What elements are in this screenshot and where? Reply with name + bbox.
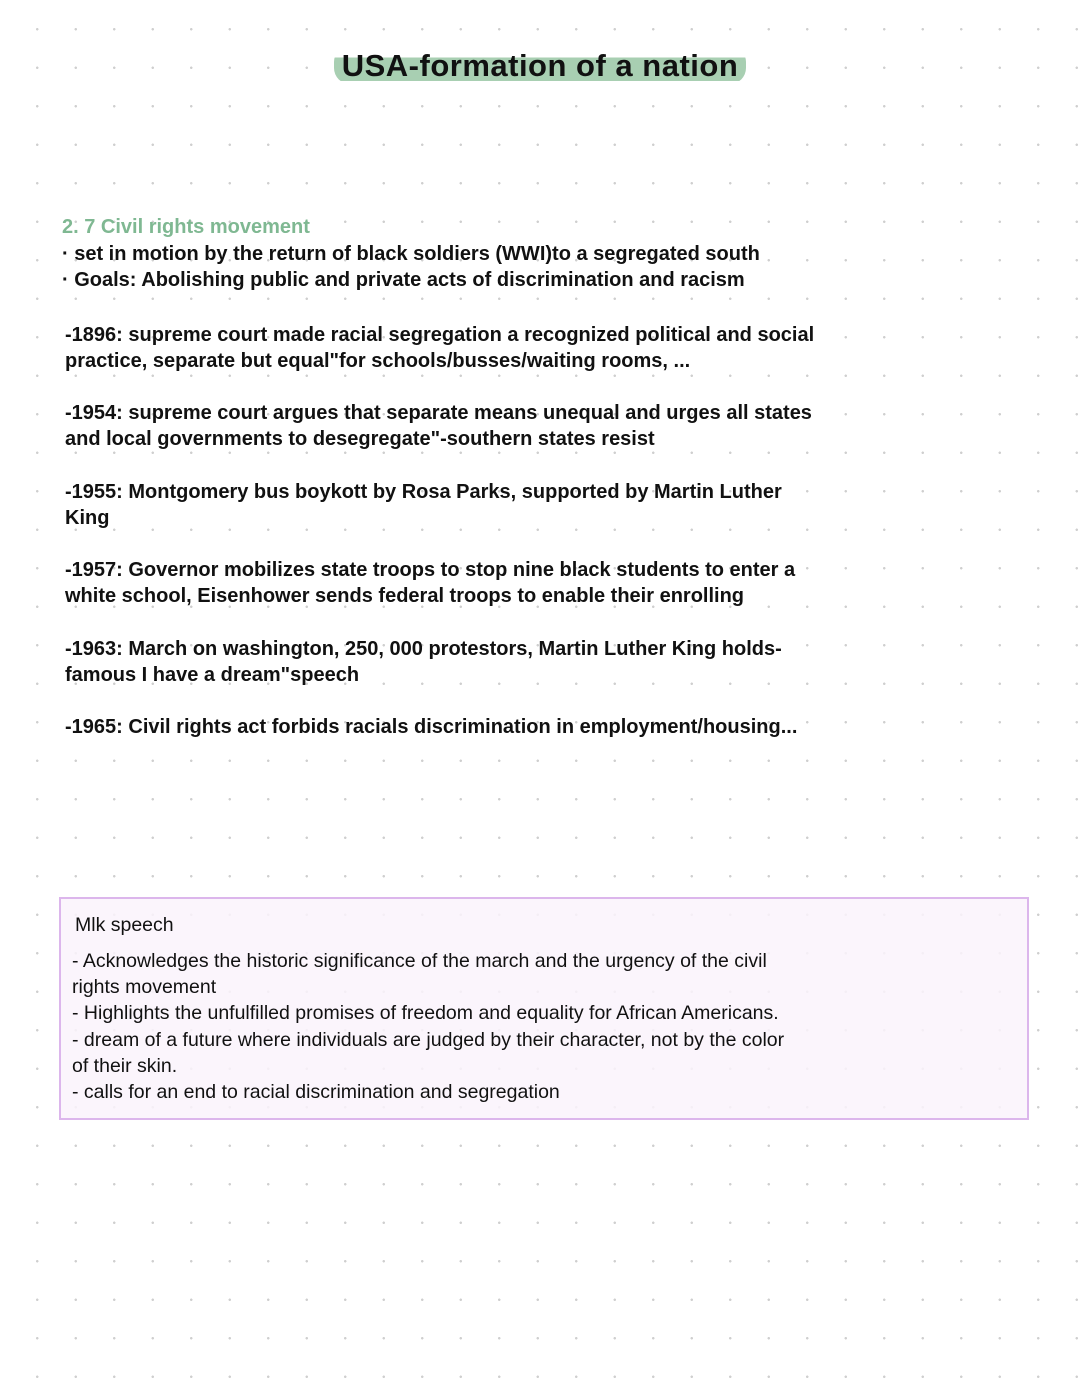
- event-1963-line1: -1963: March on washington, 250, 000 protestors, Martin Luther King holds-: [65, 638, 782, 660]
- bullet-item: · set in motion by the return of black soldiers (WWI)to a segregated south: [62, 243, 760, 265]
- mlk-box-line: of their skin.: [72, 1055, 178, 1077]
- event-1955-line2: King: [65, 507, 110, 529]
- event-1896-line2: practice, separate but equal"for schools/busses/waiting rooms, ...: [65, 350, 691, 372]
- mlk-box-line: - Acknowledges the historic significance of the march and the urgency of the civil: [72, 950, 767, 972]
- event-1896-line1: -1896: supreme court made racial segregation a recognized political and social: [65, 324, 815, 346]
- section-heading: 2. 7 Civil rights movement: [62, 216, 310, 238]
- bullet-item: · Goals: Abolishing public and private acts of discrimination and racism: [62, 269, 745, 291]
- event-1965-line1: -1965: Civil rights act forbids racials discrimination in employment/housing...: [65, 716, 798, 738]
- mlk-box-line: - dream of a future where individuals are judged by their character, not by the color: [72, 1029, 785, 1051]
- page-title: USA-formation of a nation: [334, 46, 747, 84]
- event-1954-line1: -1954: supreme court argues that separate means unequal and urges all states: [65, 402, 812, 424]
- mlk-box-line: - Highlights the unfulfilled promises of freedom and equality for African Americans.: [72, 1002, 779, 1024]
- event-1954-line2: and local governments to desegregate"-southern states resist: [65, 428, 655, 450]
- event-1957-line2: white school, Eisenhower sends federal troops to enable their enrolling: [65, 585, 745, 607]
- mlk-box-line: - calls for an end to racial discrimination and segregation: [72, 1081, 560, 1103]
- event-1963-line2: famous I have a dream"speech: [65, 664, 360, 686]
- mlk-box-heading: Mlk speech: [75, 914, 174, 936]
- event-1955-line1: -1955: Montgomery bus boykott by Rosa Parks, supported by Martin Luther: [65, 481, 782, 503]
- mlk-box-line: rights movement: [72, 976, 217, 998]
- event-1957-line1: -1957: Governor mobilizes state troops to stop nine black students to enter a: [65, 559, 796, 581]
